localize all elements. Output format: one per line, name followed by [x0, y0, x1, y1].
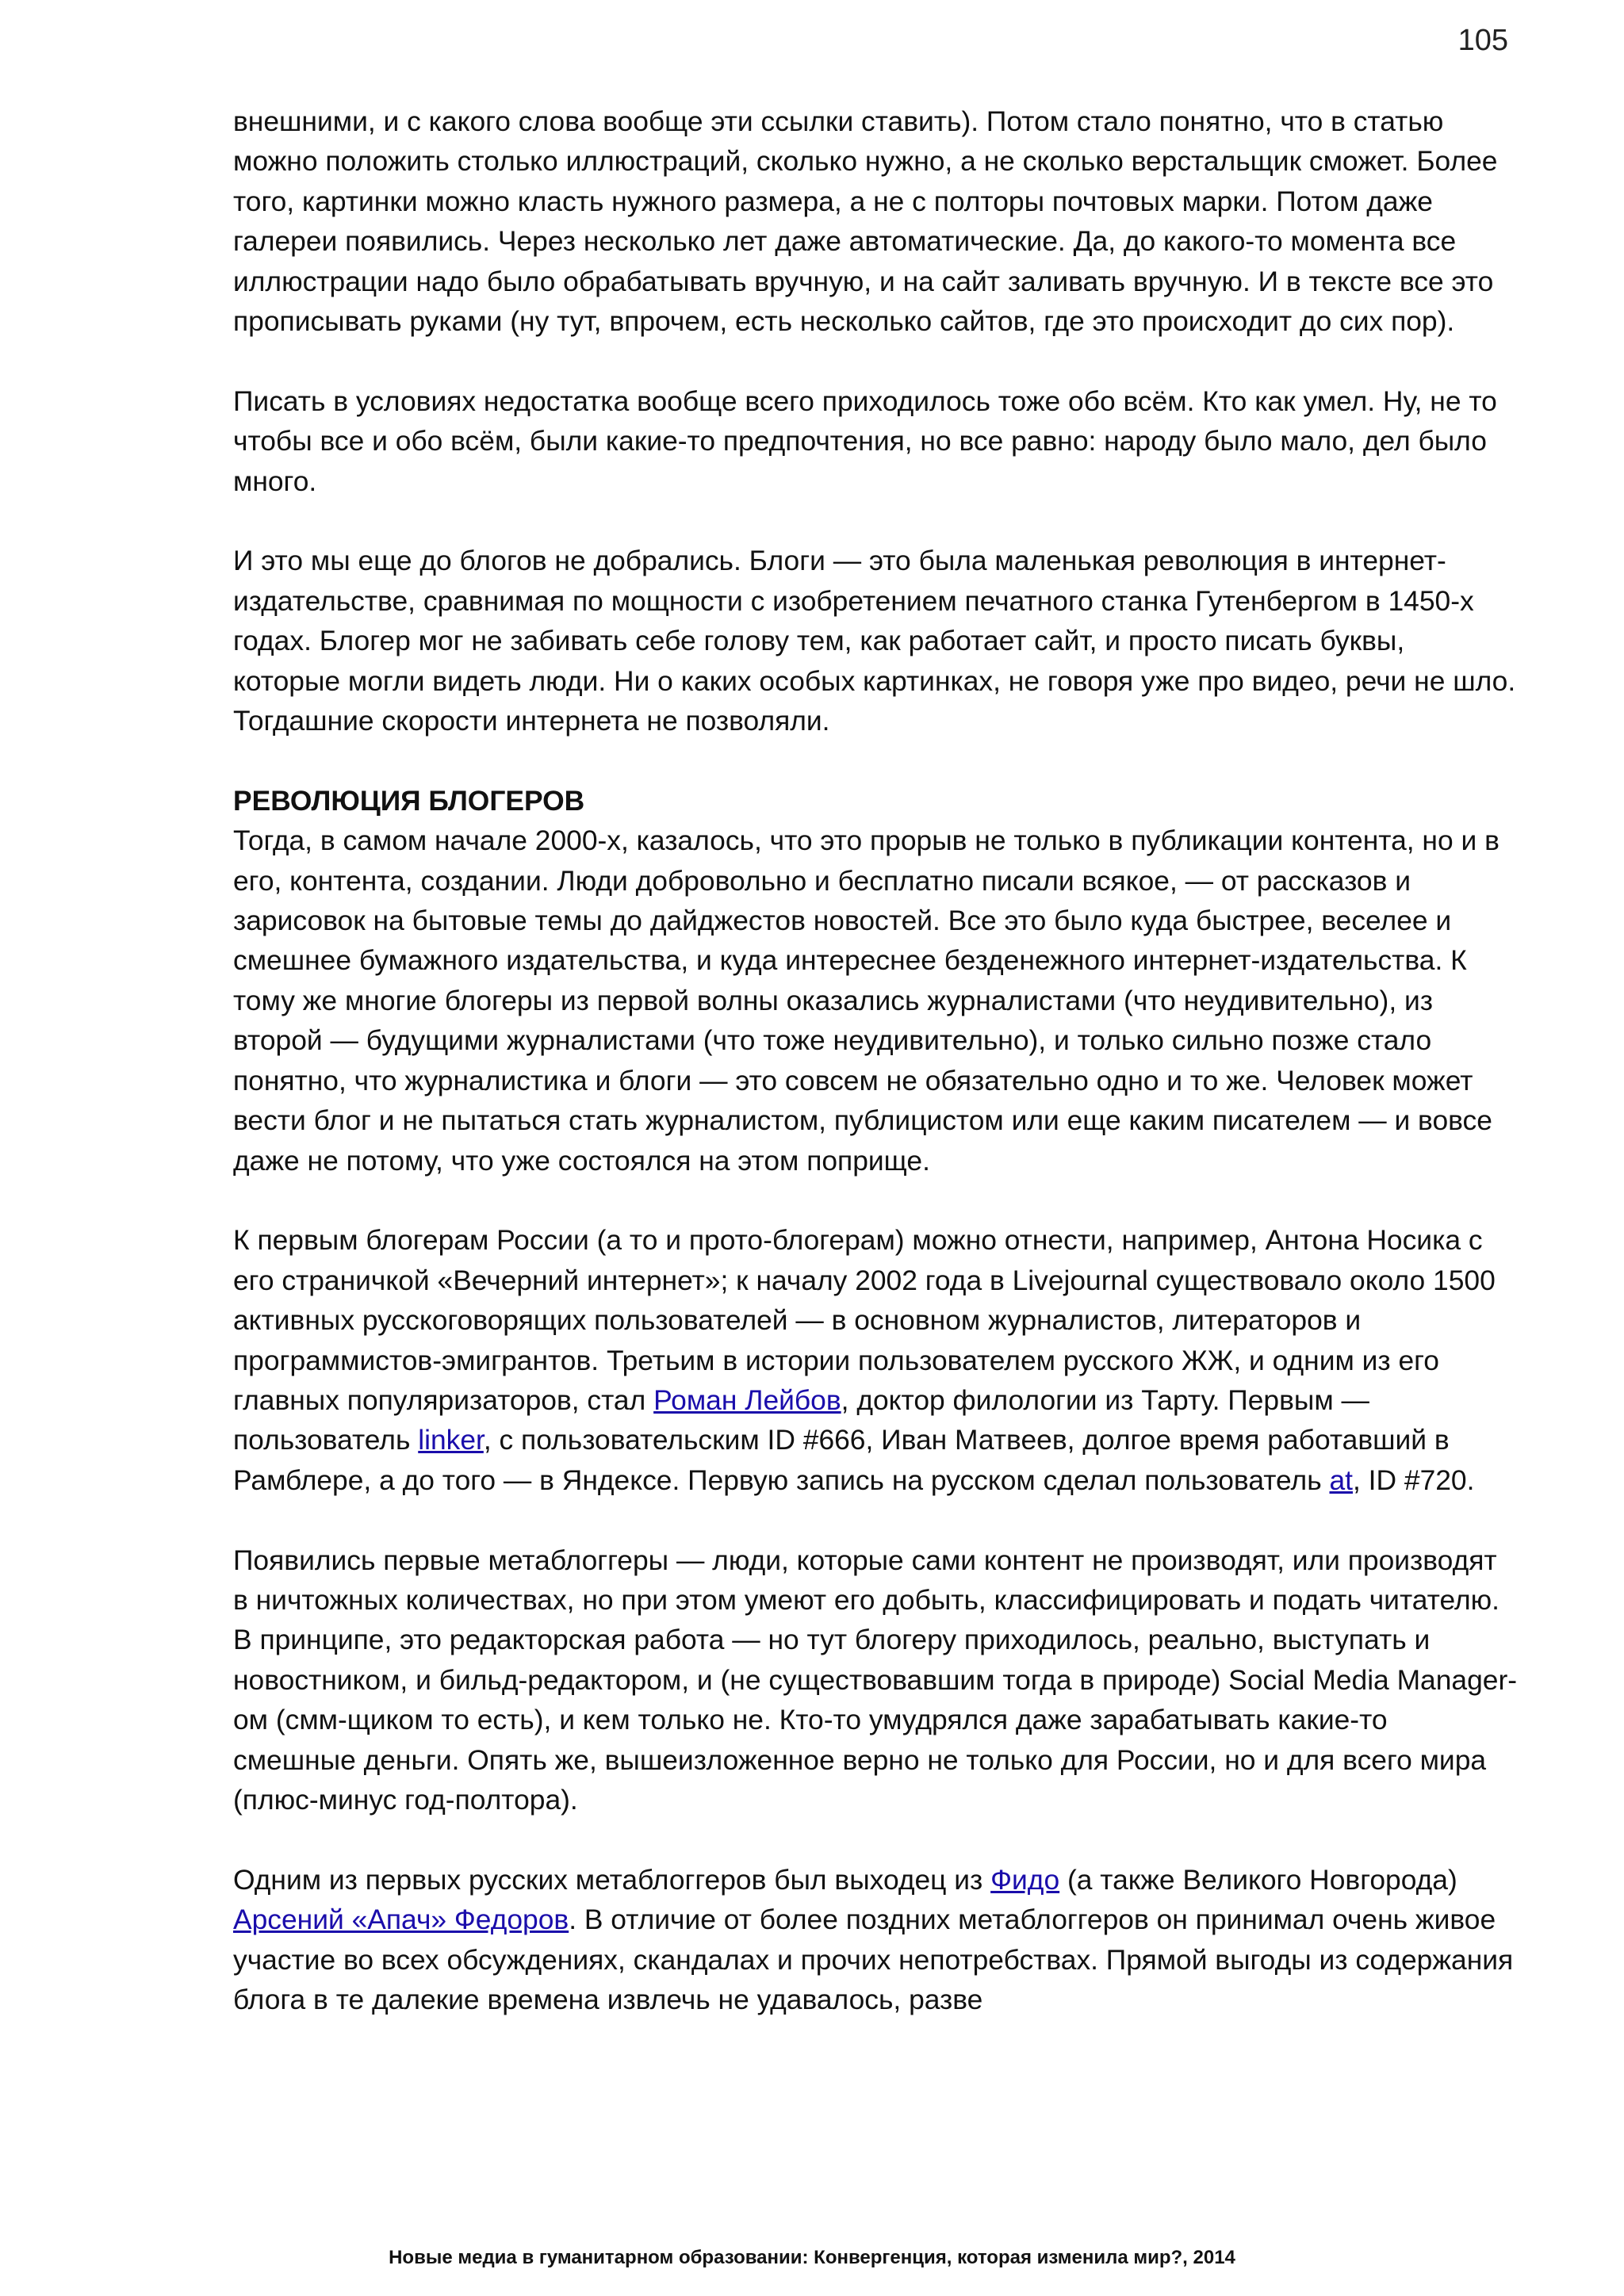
- text-segment: , с пользовательским ID #666, Иван Матвеев, долгое время работавший в Рамблере, а до того — в Яндексе. Первую запись на русском сделал пользователь: [233, 1424, 1450, 1496]
- paragraph: [233, 1860, 1518, 2020]
- inline-link[interactable]: Роман Лейбов: [653, 1383, 841, 1416]
- section-heading: РЕВОЛЮЦИЯ БЛОГЕРОВ: [233, 784, 585, 817]
- text-segment: , доктор филологии из Тарту. Первым — пользователь: [233, 1383, 1369, 1456]
- text-segment: , ID #720.: [1353, 1464, 1475, 1496]
- article-body: [233, 101, 1518, 2019]
- text-segment: Писать в условиях недостатка вообще всего приходилось тоже обо всём. Кто как умел. Ну, не то чтобы все и обо всём, были какие-то предпочтения, но все равно: народу было мало, дел было много.: [233, 385, 1497, 497]
- text-segment: (а также Великого Новгорода): [1059, 1863, 1457, 1896]
- paragraph: [233, 821, 1518, 1181]
- paragraph: [233, 101, 1518, 341]
- inline-link[interactable]: Арсений «Апач» Федоров: [233, 1904, 569, 1936]
- page-footer: Новые медиа в гуманитарном образовании: Конвергенция, которая изменила мир?, 2014: [389, 2247, 1235, 2268]
- paragraph: [233, 381, 1518, 501]
- text-segment: Тогда, в самом начале 2000-х, казалось, что это прорыв не только в публикации контента, но и в его, контента, создании. Люди добровольно и бесплатно писали всякое, — от рассказов и зарисовок на бытовые темы до дайджестов новостей. Все это было куда быстрее, веселее и смешнее бумажного издательства, и куда интереснее безденежного интернет-издательства. К тому же многие блогеры из первой волны оказались журналистами (что неудивительно), из второй — будущими журналистами (что тоже неудивительно), и только сильно позже стало понятно, что журналистика и блоги — это совсем не обязательно одно и то же. Человек может вести блог и не пытаться стать журналистом, публицистом или еще каким писателем — и вовсе даже не потому, что уже состоялся на этом поприще.: [233, 825, 1500, 1177]
- inline-link[interactable]: linker: [418, 1424, 484, 1456]
- text-segment: внешними, и с какого слова вообще эти ссылки ставить). Потом стало понятно, что в статью можно положить столько иллюстраций, сколько нужно, а не сколько верстальщик сможет. Более того, картинки можно класть нужного размера, а не с полторы почтовых марки. Потом даже галереи появились. Через несколько лет даже автоматические. Да, до какого-то момента все иллюстрации надо было обрабатывать вручную, и на сайт заливать вручную. И в тексте все это прописывать руками (ну тут, впрочем, есть несколько сайтов, где это происходит до сих пор).: [233, 105, 1498, 338]
- text-segment: Одним из первых русских метаблоггеров был выходец из: [233, 1863, 991, 1896]
- text-segment: . В отличие от более поздних метаблоггеров он принимал очень живое участие во всех обсуждениях, скандалах и прочих непотребствах. Прямой выгоды из содержания блога в те далекие времена извлечь не удавалось, разве: [233, 1904, 1514, 2015]
- text-segment: Появились первые метаблоггеры — люди, которые сами контент не производят, или производят в ничтожных количествах, но при этом умеют его добыть, классифицировать и подать читателю. В принципе, это редакторская работа — но тут блогеру приходилось, реально, выступать и новостником, и бильд-редактором, и (не существовавшим тогда в природе) Social Media Manager-ом (смм-щиком то есть), и кем только не. Кто-то умудрялся даже зарабатывать какие-то смешные деньги. Опять же, вышеизложенное верно не только для России, но и для всего мира (плюс-минус год-полтора).: [233, 1544, 1518, 1816]
- paragraph: [233, 1540, 1518, 1820]
- paragraph: [233, 1220, 1518, 1500]
- paragraph: [233, 541, 1518, 740]
- text-segment: К первым блогерам России (а то и прото-блогерам) можно отнести, например, Антона Носика с его страничкой «Вечерний интернет»; к началу 2002 года в Livejournal существовало около 1500 активных русскоговорящих пользователей — в основном журналистов, литераторов и программистов-эмигрантов. Третьим в истории пользователем русского ЖЖ, и одним из его главных популяризаторов, стал: [233, 1224, 1496, 1416]
- text-segment: И это мы еще до блогов не добрались. Блоги — это была маленькая революция в интернет-издательстве, сравнимая по мощности с изобретением печатного станка Гутенбергом в 1450-х годах. Блогер мог не забивать себе голову тем, как работает сайт, и просто писать буквы, которые могли видеть люди. Ни о каких особых картинках, не говоря уже про видео, речи не шло. Тогдашние скорости интернета не позволяли.: [233, 545, 1516, 737]
- page-number: 105: [1457, 24, 1508, 57]
- inline-link[interactable]: Фидо: [990, 1863, 1060, 1896]
- inline-link[interactable]: at: [1329, 1464, 1353, 1496]
